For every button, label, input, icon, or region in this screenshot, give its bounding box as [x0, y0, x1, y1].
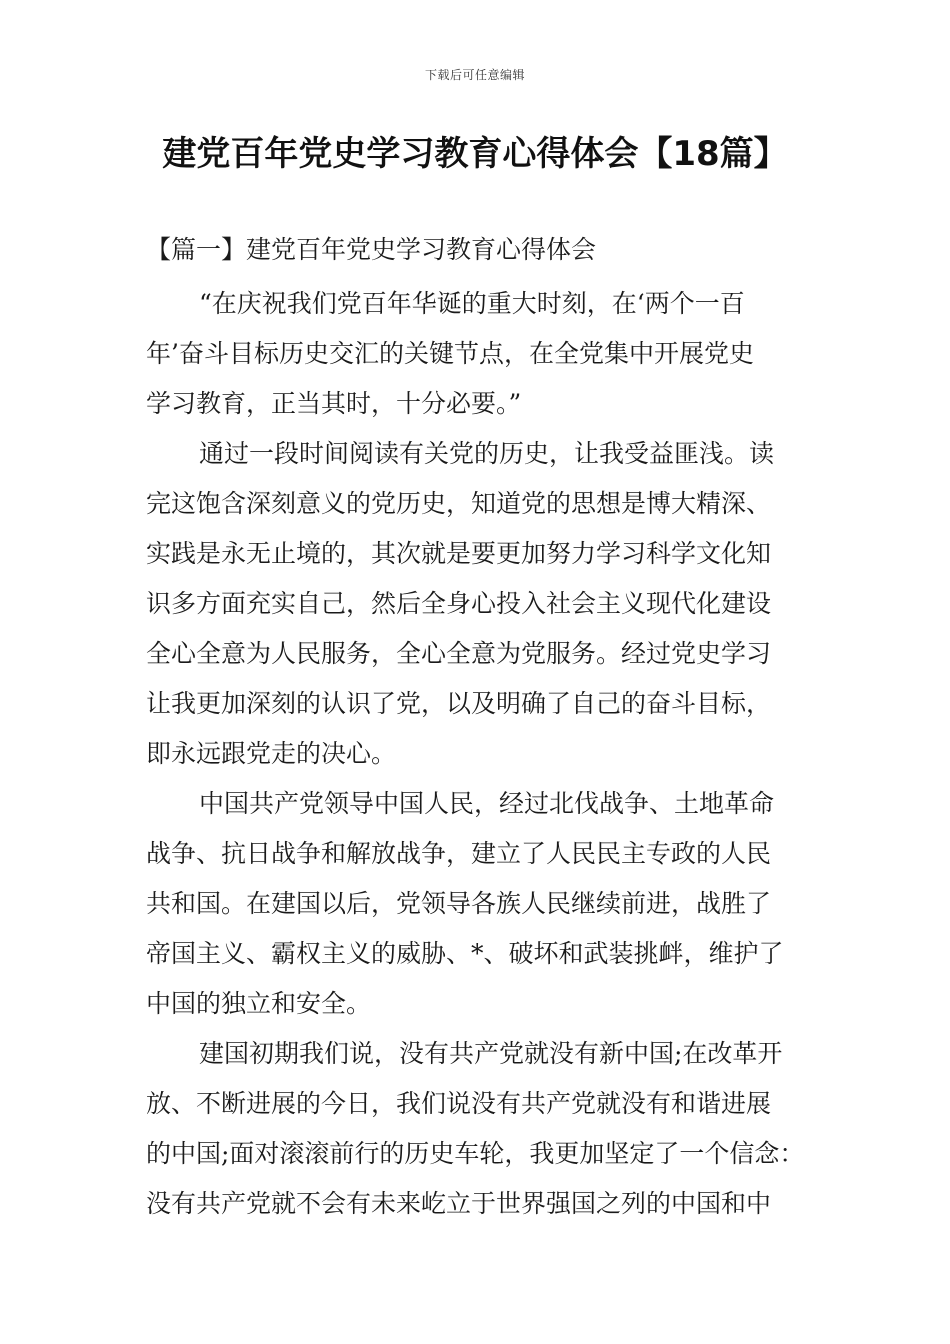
section-heading: 【篇一】建党百年党史学习教育心得体会 [146, 235, 597, 264]
paragraph-line: 建国初期我们说，没有共产党就没有新中国;在改革开 [199, 1039, 783, 1068]
paragraph-line: 实践是永无止境的，其次就是要更加努力学习科学文化知 [146, 539, 772, 568]
paragraph-line: “在庆祝我们党百年华诞的重大时刻，在‘两个一百 [199, 289, 745, 318]
paragraph-line: 战争、抗日战争和解放战争，建立了人民民主专政的人民 [146, 839, 772, 868]
paragraph-line: 通过一段时间阅读有关党的历史，让我受益匪浅。读 [199, 439, 775, 468]
paragraph-line: 学习教育，正当其时，十分必要。” [146, 389, 522, 418]
paragraph-4 [146, 1029, 812, 1229]
paragraph-line: 即永远跟党走的决心。 [146, 739, 397, 768]
paragraph-line: 帝国主义、霸权主义的威胁、*、破坏和武装挑衅，维护了 [146, 939, 784, 968]
paragraph-line: 中国共产党领导中国人民，经过北伐战争、土地革命 [199, 789, 775, 818]
paragraph-2 [146, 429, 812, 779]
document-body [146, 230, 812, 1229]
paragraph-line: 年’奋斗目标历史交汇的关键节点，在全党集中开展党史 [146, 339, 754, 368]
paragraph-line: 没有共产党就不会有未来屹立于世界强国之列的中国和中 [146, 1189, 772, 1218]
paragraph-1 [146, 279, 812, 429]
header-note: 下载后可任意编辑 [424, 68, 525, 82]
paragraph-line: 共和国。在建国以后，党领导各族人民继续前进，战胜了 [146, 889, 772, 918]
paragraph-line: 中国的独立和安全。 [146, 989, 372, 1018]
paragraph-line: 的中国;面对滚滚前行的历史车轮，我更加坚定了一个信念： [146, 1139, 805, 1168]
paragraph-line: 完这饱含深刻意义的党历史，知道党的思想是博大精深、 [146, 489, 772, 518]
paragraph-line: 全心全意为人民服务，全心全意为党服务。经过党史学习 [146, 639, 772, 668]
paragraph-line: 放、不断进展的今日，我们说没有共产党就没有和谐进展 [146, 1089, 772, 1118]
paragraph-line: 让我更加深刻的认识了党，以及明确了自己的奋斗目标， [146, 689, 772, 718]
document-title: 建党百年党史学习教育心得体会【18篇】 [162, 134, 788, 174]
paragraph-3 [146, 779, 812, 1029]
paragraph-line: 识多方面充实自己，然后全身心投入社会主义现代化建设 [146, 589, 772, 618]
